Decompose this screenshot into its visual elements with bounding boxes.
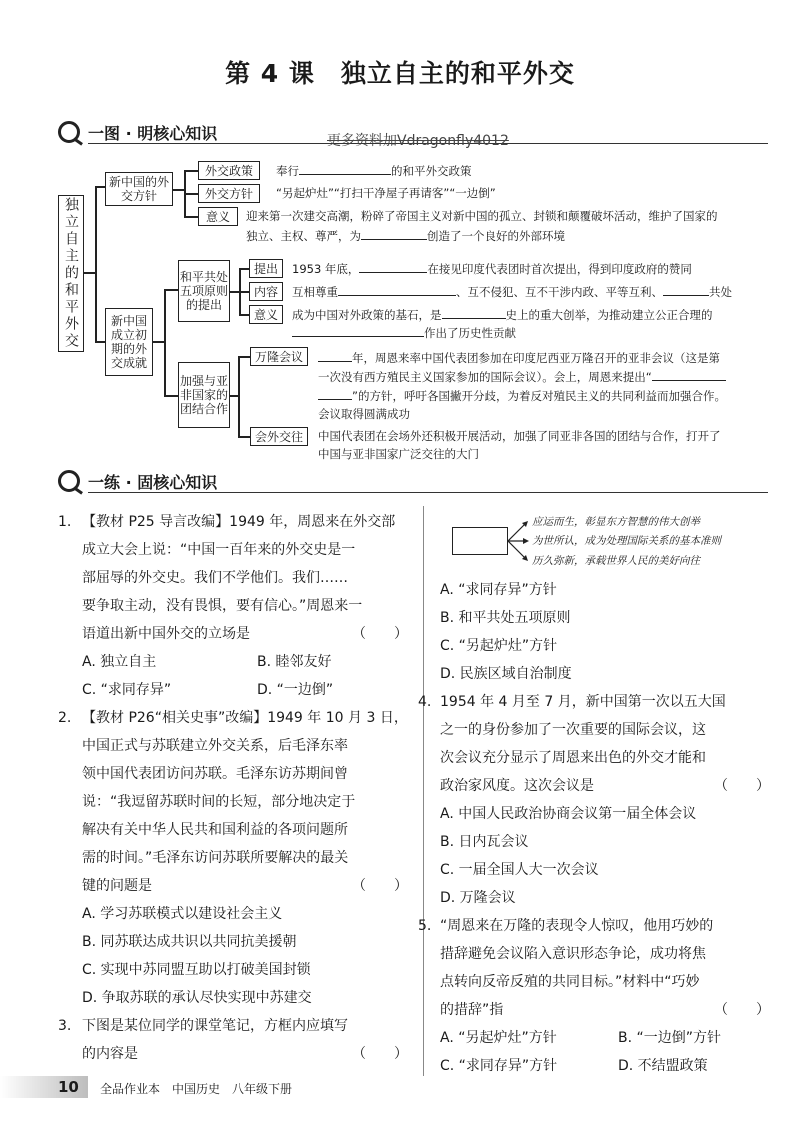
connector [184,193,198,195]
sub-asia-africa: 加强与亚非国家的团结合作 [178,362,230,428]
answer-paren[interactable]: （ ） [352,626,408,642]
bandung-line3: ”的方针，呼吁各国撇开分歧，为着反对殖民主义的共同利益而加强合作。 [318,387,726,405]
question-line: 点转向反帝反殖的共同目标。”材料中“巧妙 [440,974,700,990]
significance-line2: 独立、主权、尊严，为 创造了一个良好的外部环境 [246,229,565,243]
sub-five-principles: 和平共处五项原则的提出 [178,260,230,322]
note-line: 为世所认，成为处理国际关系的基本准则 [532,535,721,547]
answer-blank[interactable] [359,260,427,273]
option-a[interactable]: A. “另起炉灶”方针 [440,1030,557,1046]
answer-blank[interactable] [338,283,456,296]
question-number: 3. [58,1018,72,1034]
question-3-stem [58,1012,408,1068]
answer-blank[interactable] [299,162,391,175]
page-number: 10 [58,1078,79,1096]
question-number: 1. [58,514,72,530]
question-line: 的措辞”指 [440,1002,504,1018]
branch-achievements: 新中国成立初期的外交成就 [105,308,153,376]
option-b[interactable]: B. 睦邻友好 [257,654,332,670]
tag-content: 内容 [249,282,283,301]
connector [164,395,178,397]
connector [239,314,249,316]
section1-heading: 一图 · 明核心知识 [88,124,218,143]
arrow-fan [508,515,530,569]
option-d[interactable]: D. “一边倒” [257,682,334,698]
option-d[interactable]: D. 万隆会议 [440,890,516,906]
tag-foreign-policy: 外交政策 [198,161,260,180]
option-b[interactable]: B. 日内瓦会议 [440,834,529,850]
tag-significance: 意义 [198,207,238,226]
section2-heading: 一练 · 固核心知识 [88,473,218,492]
question-1 [58,508,408,704]
tag-foreign-guideline: 外交方针 [198,184,260,203]
policy-text: 奉行 的和平外交政策 [276,164,472,178]
answer-blank[interactable] [663,283,709,296]
question-line: 措辞避免会议陷入意识形态争论，成功将焦 [440,946,706,962]
question-line: 次会议充分显示了周恩来出色的外交才能和 [440,750,706,766]
answer-paren[interactable]: （ ） [352,1046,408,1062]
question-line: 的内容是 [82,1046,138,1062]
principles-significance-line1: 成为中国对外政策的基石，是 史上的重大创举，为推动建立公正合理的 [292,308,713,322]
significance-line1: 迎来第一次建交高潮，粉碎了帝国主义对新中国的孤立、封锁和颠覆破坏活动，维护了国家的 [246,209,718,223]
note-line: 应运而生，彰显东方智慧的伟大创举 [532,516,700,528]
question-line: 说：“我逗留苏联时间的长短，部分地决定于 [82,794,356,810]
proposed-text: 1953 年底， 在接见印度代表团时首次提出，得到印度政府的赞同 [292,262,692,276]
footer-text: 全品作业本 中国历史 八年级下册 [100,1082,293,1096]
connector [95,186,97,342]
question-number: 5. [418,918,432,934]
answer-paren[interactable]: （ ） [352,878,408,894]
question-line: 成立大会上说：“中国一百年来的外交史是一 [82,542,356,558]
option-c[interactable]: C. 一届全国人大一次会议 [440,862,599,878]
question-line: “周恩来在万隆的表现令人惊叹，他用巧妙的 [440,918,714,934]
option-c[interactable]: C. “求同存异”方针 [440,1058,558,1074]
option-c[interactable]: C. 实现中苏同盟互助以打破美国封锁 [82,962,311,978]
option-a[interactable]: A. 中国人民政治协商会议第一届全体会议 [440,806,697,822]
question-number: 2. [58,710,72,726]
option-d[interactable]: D. 争取苏联的承认尽快实现中苏建交 [82,990,312,1006]
answer-blank[interactable] [292,324,424,337]
question-line: 之一的身份参加了一次重要的国际会议，这 [440,722,706,738]
tag-outside-contact: 会外交往 [250,427,308,446]
option-a[interactable]: A. “求同存异”方针 [440,582,557,598]
principles-significance-line2: 作出了历史性贡献 [292,324,516,342]
question-line: 要争取主动，没有畏惧，要有信心。”周恩来一 [82,598,363,614]
question-line: 部屈辱的外交史。我们不学他们。我们…… [82,570,348,586]
question-line: 键的问题是 [82,878,152,894]
option-c[interactable]: C. “求同存异” [82,682,172,698]
connector [238,356,240,437]
connector [164,289,166,396]
answer-blank[interactable] [652,368,726,381]
option-d[interactable]: D. 不结盟政策 [618,1058,708,1074]
tag-proposed: 提出 [249,259,283,278]
question-2 [58,704,408,1012]
answer-paren[interactable]: （ ） [714,1002,770,1018]
note-line: 历久弥新，承载世界人民的美好向往 [532,555,700,567]
answer-blank[interactable] [361,227,427,240]
question-line: 解决有关中华人民共和国利益的各项问题所 [82,822,348,838]
tag-bandung: 万隆会议 [250,347,308,366]
question-line: 语道出新中国外交的立场是 [82,626,250,642]
connector [184,170,198,172]
content-text: 互相尊重 、互不侵犯、互不干涉内政、平等互利、 共处 [292,285,732,299]
question-line: 中国正式与苏联建立外交关系，后毛泽东率 [82,738,348,754]
question-4 [418,688,770,912]
page-title: 第 4 课 独立自主的和平外交 [225,59,575,88]
option-b[interactable]: B. 和平共处五项原则 [440,610,571,626]
option-a[interactable]: A. 学习苏联模式以建设社会主义 [82,906,283,922]
question-line: 【教材 P26“相关史事”改编】1949 年 10 月 3 日， [82,710,408,726]
connector [239,268,249,270]
outside-line2: 中国与亚非国家广泛交往的大门 [318,447,479,461]
option-d[interactable]: D. 民族区域自治制度 [440,666,572,682]
option-b[interactable]: B. 同苏联达成共识以共同抗美援朝 [82,934,297,950]
option-c[interactable]: C. “另起炉灶”方针 [440,638,558,654]
right-column [418,576,770,1080]
left-column [58,508,408,1068]
watermark: 更多资料加Vdragonfly4012 [327,133,509,149]
connector [238,436,250,438]
connector [95,341,105,343]
answer-paren[interactable]: （ ） [714,778,770,794]
bandung-line1: 年，周恩来率中国代表团参加在印度尼西亚万隆召开的亚非会议（这是第 [318,349,720,367]
question-line: 1954 年 4 月至 7 月，新中国第一次以五大国 [440,694,726,710]
question-line: 【教材 P25 导言改编】1949 年，周恩来在外交部 [82,514,396,530]
question-line: 政治家风度。这次会议是 [440,778,594,794]
outside-line1: 中国代表团在会场外还积极开展活动，加强了同亚非各国的团结与合作，打开了 [318,429,721,443]
question-number: 4. [418,694,432,710]
guideline-text: “另起炉灶”“打扫干净屋子再请客”“一边倒” [276,186,496,200]
bandung-line4: 会议取得圆满成功 [318,407,410,421]
option-b[interactable]: B. “一边倒”方针 [618,1030,722,1046]
connector [238,356,250,358]
tag-principles-significance: 意义 [249,305,283,324]
question-line: 下图是某位同学的课堂笔记，方框内应填写 [82,1018,348,1034]
question-line: 领中国代表团访问苏联。毛泽东访苏期间曾 [82,766,348,782]
mindmap-root: 独立自主的和平外交 [58,195,84,352]
connector [184,216,198,218]
section2-rule [88,492,768,493]
connector [164,289,178,291]
answer-blank[interactable] [442,306,506,319]
connector [239,291,249,293]
question-5 [418,912,770,1080]
branch-foreign-policy: 新中国的外交方针 [105,172,173,206]
section-q-icon-tail [73,486,83,494]
answer-blank[interactable] [318,349,352,362]
question-line: 需的时间。”毛泽东访问苏联所要解决的最关 [82,850,349,866]
connector [95,186,105,188]
answer-box[interactable] [452,527,508,555]
bandung-line2: 一次没有西方殖民主义国家参加的国际会议）。会上，周恩来提出“ [318,368,726,386]
option-a[interactable]: A. 独立自主 [82,654,157,670]
answer-blank[interactable] [318,387,352,400]
section-q-icon-tail [73,137,83,145]
